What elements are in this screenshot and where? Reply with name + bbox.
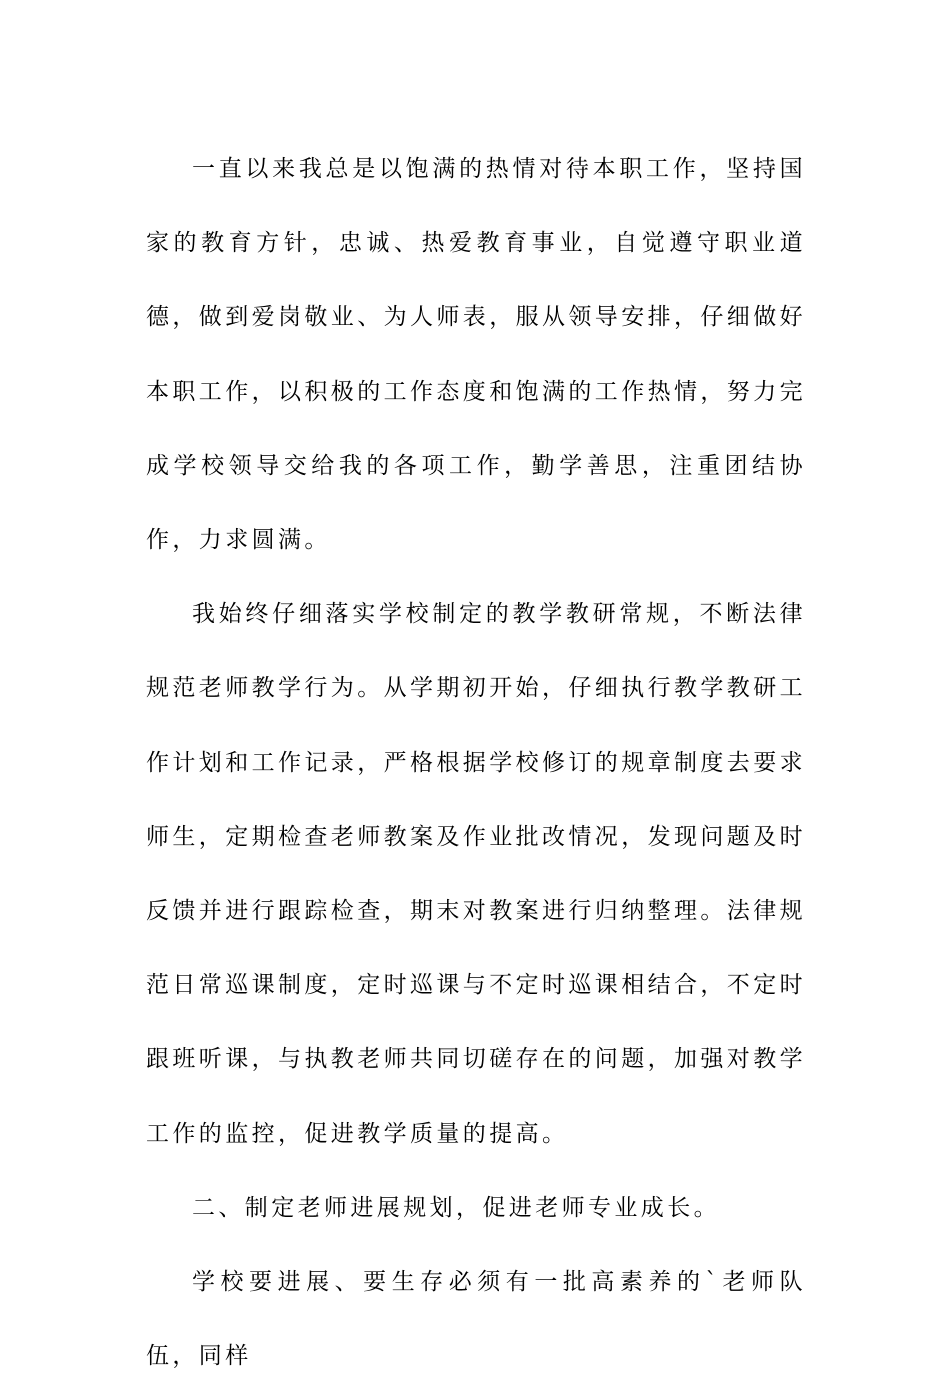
paragraph-work-attitude: 一直以来我总是以饱满的热情对待本职工作，坚持国家的教育方针，忠诚、热爱教育事业，自觉遵守职业道德，做到爱岗敬业、为人师表，服从领导安排，仔细做好本职工作，以积极的工作态度和饱满的工作热情，努力完成学校领导交给我的各项工作，勤学善思，注重团结协作，力求圆满。 <box>146 156 806 554</box>
paragraph-teaching-routine: 我始终仔细落实学校制定的教学教研常规，不断法律规范老师教学行为。从学期初开始，仔细执行教学教研工作计划和工作记录，严格根据学校修订的规章制度去要求师生，定期检查老师教案及作业批改情况，发现问题及时反馈并进行跟踪检查，期末对教案进行归纳整理。法律规范日常巡课制度，定时巡课与不定时巡课相结合，不定时跟班听课，与执教老师共同切磋存在的问题，加强对教学工作的监控，促进教学质量的提高。 <box>146 601 806 1147</box>
section-heading-teacher-development: 二、制定老师进展规划，促进老师专业成长。 <box>192 1194 720 1221</box>
document-body <box>146 132 806 1393</box>
paragraph-school-development: 学校要进展、要生存必须有一批高素养的`老师队伍，同样 <box>146 1269 806 1370</box>
